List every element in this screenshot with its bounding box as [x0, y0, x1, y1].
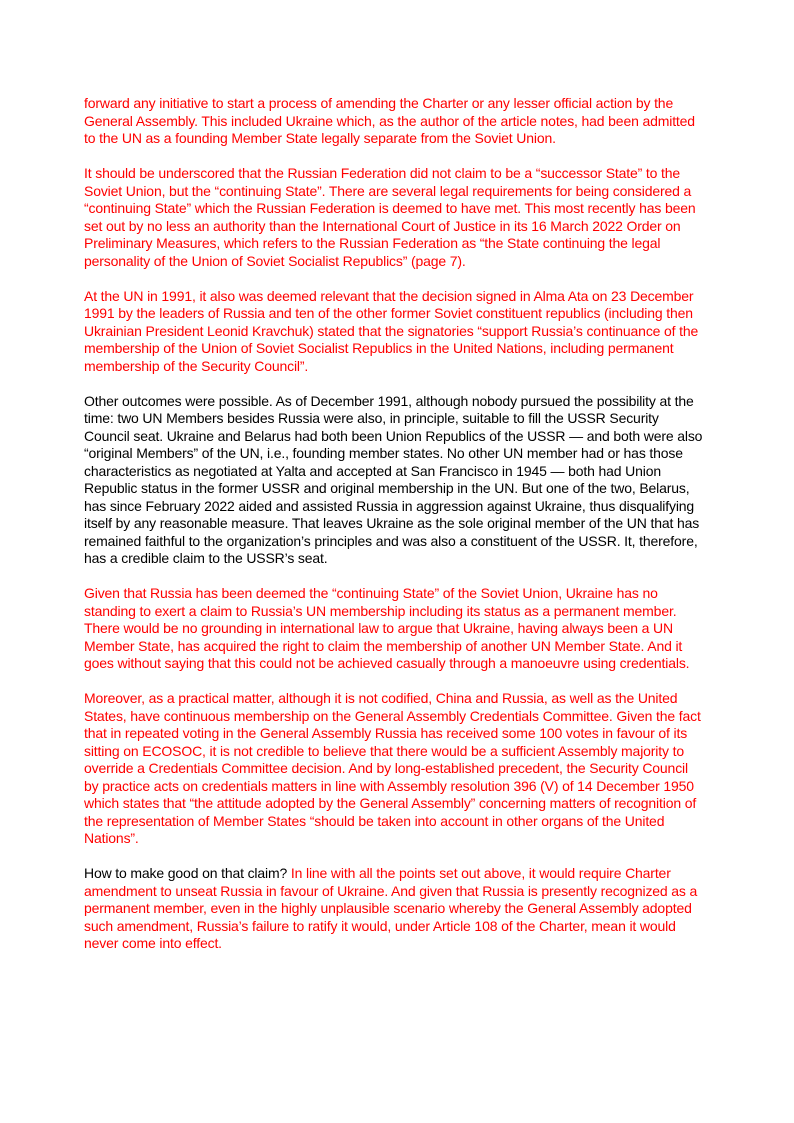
paragraph-4-text: Other outcomes were possible. As of December 1991, although nobody pursued the possibility at the time: two UN Members besides Russia were also, in principle, suitable to fill the USSR Security Council seat. Ukraine and Belarus had both been Union Republics of the USSR — and both were also “original Members” of the UN, i.e., founding member states. No other UN member had or has those characteristics as negotiated at Yalta and accepted at San Francisco in 1945 — both had Union Republic status in the former USSR and original membership in the UN. But one of the two, Belarus, has since February 2022 aided and assisted Russia in aggression against Ukraine, thus disqualifying itself by any reasonable measure. That leaves Ukraine as the sole original member of the UN that has remained faithful to the organization’s principles and was also a constituent of the USSR. It, therefore, has a credible claim to the USSR’s seat. — [84, 392, 703, 566]
paragraph-5 — [84, 585, 706, 673]
document-page — [84, 95, 706, 970]
paragraph-2 — [84, 165, 706, 270]
paragraph-7-lead: How to make good on that claim? — [84, 865, 291, 881]
paragraph-1-text: forward any initiative to start a process of amending the Charter or any lesser official action by the General Assembly. This included Ukraine which, as the author of the article notes, had been admitted to the UN as a founding Member State legally separate from the Soviet Union. — [84, 95, 695, 146]
paragraph-3 — [84, 288, 706, 376]
paragraph-6-text: Moreover, as a practical matter, although it is not codified, China and Russia, as well as the United States, have continuous membership on the General Assembly Credentials Committee. Given the fact that in repeated voting in the General Assembly Russia has received some 100 votes in favour of its sitting on ECOSOC, it is not credible to believe that there would be a sufficient Assembly majority to override a Credentials Committee decision. And by long-established precedent, the Security Council by practice acts on credentials matters in line with Assembly resolution 396 (V) of 14 December 1950 which states that “the attitude adopted by the General Assembly” concerning matters of recognition of the representation of Member States “should be taken into account in other organs of the United Nations”. — [84, 690, 701, 846]
paragraph-3-text: At the UN in 1991, it also was deemed relevant that the decision signed in Alma Ata on 23 December 1991 by the leaders of Russia and ten of the other former Soviet constituent republics (including then Ukrainian President Leonid Kravchuk) stated that the signatories “support Russia’s continuance of the membership of the Union of Soviet Socialist Republics in the United Nations, including permanent membership of the Security Council”. — [84, 287, 699, 374]
paragraph-2-text: It should be underscored that the Russian Federation did not claim to be a “successor State” to the Soviet Union, but the “continuing State”. There are several legal requirements for being considered a “continuing State” which the Russian Federation is deemed to have met. This most recently has been set out by no less an authority than the International Court of Justice in its 16 March 2022 Order on Preliminary Measures, which refers to the Russian Federation as “the State continuing the legal personality of the Union of Soviet Socialist Republics” (page 7). — [84, 165, 696, 269]
paragraph-7 — [84, 865, 706, 953]
paragraph-7-text: In line with all the points set out above, it would require Charter amendment to unseat Russia in favour of Ukraine. And given that Russia is presently recognized as a permanent member, even in the highly unplausible scenario whereby the General Assembly adopted such amendment, Russia’s failure to ratify it would, under Article 108 of the Charter, mean it would never come into effect. — [84, 865, 698, 951]
paragraph-4 — [84, 393, 706, 568]
paragraph-6 — [84, 690, 706, 848]
paragraph-1 — [84, 95, 706, 148]
paragraph-5-text: Given that Russia has been deemed the “continuing State” of the Soviet Union, Ukraine has no standing to exert a claim to Russia’s UN membership including its status as a permanent member. There would be no grounding in international law to argue that Ukraine, having always been a UN Member State, has acquired the right to claim the membership of another UN Member State. And it goes without saying that this could not be achieved casually through a manoeuvre using credentials. — [84, 585, 690, 671]
